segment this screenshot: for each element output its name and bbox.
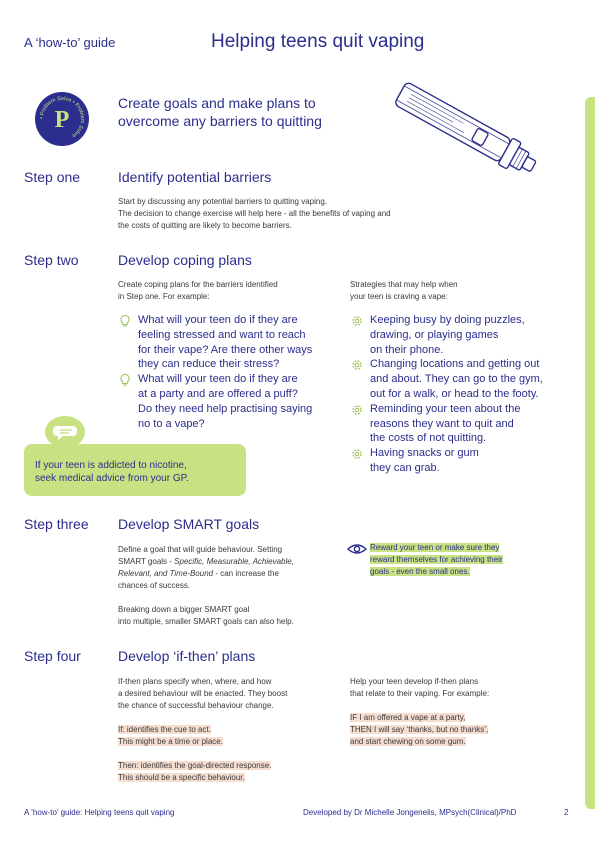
reward-tip: Reward your teen or make sure they reward themselves for achieving their goals - even the small ones. bbox=[370, 543, 503, 576]
strategies-list bbox=[350, 313, 570, 476]
footer-right: Developed by Dr Michelle Jongenelis, MPsych(Clinical)/PhD bbox=[303, 808, 517, 817]
step-two-heading: Develop coping plans bbox=[118, 252, 252, 268]
step-three-heading: Develop SMART goals bbox=[118, 516, 260, 532]
step-one-label: Step one bbox=[24, 169, 81, 185]
step-four-label: Step four bbox=[24, 648, 81, 664]
list-item: Keeping busy by doing puzzles, drawing, or playing games on their phone. bbox=[350, 313, 570, 357]
step-one-heading: Identify potential barriers bbox=[118, 169, 272, 185]
step-three-label: Step three bbox=[24, 516, 89, 532]
badge-icon bbox=[35, 92, 89, 146]
chat-bubble-icon bbox=[45, 416, 85, 448]
badge-letter: P bbox=[54, 107, 70, 133]
guide-label: A ‘how-to’ guide bbox=[24, 35, 116, 50]
list-item: Having snacks or gum they can grab. bbox=[350, 446, 570, 476]
gear-icon bbox=[350, 358, 364, 372]
side-accent-bar bbox=[585, 97, 595, 809]
step-four-heading: Develop ‘if-then’ plans bbox=[118, 648, 256, 664]
coping-intro: Create coping plans for the barriers identified in Step one. For example: bbox=[118, 280, 278, 301]
lightbulb-icon bbox=[118, 314, 132, 328]
gear-icon bbox=[350, 447, 364, 461]
step-one-body: Start by discussing any potential barriers to quitting vaping. The decision to change exercise will help here - all the benefits of vaping and the costs of quitting are likely to become barriers. bbox=[118, 197, 391, 230]
list-item: Changing locations and getting out and about. They can go to the gym, out for a walk, or head to the footy. bbox=[350, 357, 570, 401]
list-item: What will your teen do if they are feeling stressed and want to reach for their vape? Are there other ways they can reduce their stress? bbox=[118, 313, 338, 372]
footer-left: A ‘how-to’ guide: Helping teens quit vaping bbox=[24, 808, 175, 817]
strategies-intro: Strategies that may help when your teen is craving a vape: bbox=[350, 280, 458, 301]
step-four-body: If-then plans specify when, where, and how a desired behaviour will be enacted. They boost the chance of successful behaviour change. If: identifies the cue to act. This might be a time or place. Then: identifies the goal-directed response. This should be a specific behaviour. bbox=[118, 677, 288, 782]
problem-solve-badge bbox=[35, 92, 89, 146]
list-item: What will your teen do if they are at a party and are offered a puff? Do they need help practising saying no to a vape? bbox=[118, 372, 338, 431]
step-three-body: Define a goal that will guide behaviour. Setting SMART goals - Specific, Measurable, Achievable, Relevant, and Time-Bound - can increase the chances of success. Breaking down a bigger SMART goal into multiple, smaller SMART goals can also help. bbox=[118, 545, 294, 626]
badge-ring-text: • Problem Solve • Problem Solve bbox=[38, 95, 86, 139]
intro-heading: Create goals and make plans to overcome any barriers to quitting bbox=[118, 95, 322, 129]
eye-icon bbox=[347, 543, 367, 555]
gear-icon bbox=[350, 403, 364, 417]
callout-text: If your teen is addicted to nicotine, seek medical advice from your GP. bbox=[35, 460, 189, 484]
coping-examples-list bbox=[118, 313, 338, 431]
list-item: Reminding your teen about the reasons they want to quit and the costs of not quitting. bbox=[350, 402, 570, 446]
lightbulb-icon bbox=[118, 373, 132, 387]
vape-illustration bbox=[380, 76, 550, 186]
step-two-label: Step two bbox=[24, 252, 79, 268]
step-four-right: Help your teen develop if-then plans that relate to their vaping. For example: IF I am offered a vape at a party, THEN I will say ‘thanks, but no thanks’, and start chewing on some gum. bbox=[350, 677, 490, 746]
gear-icon bbox=[350, 314, 364, 328]
page-number: 2 bbox=[564, 808, 569, 817]
page-title: Helping teens quit vaping bbox=[211, 31, 425, 52]
